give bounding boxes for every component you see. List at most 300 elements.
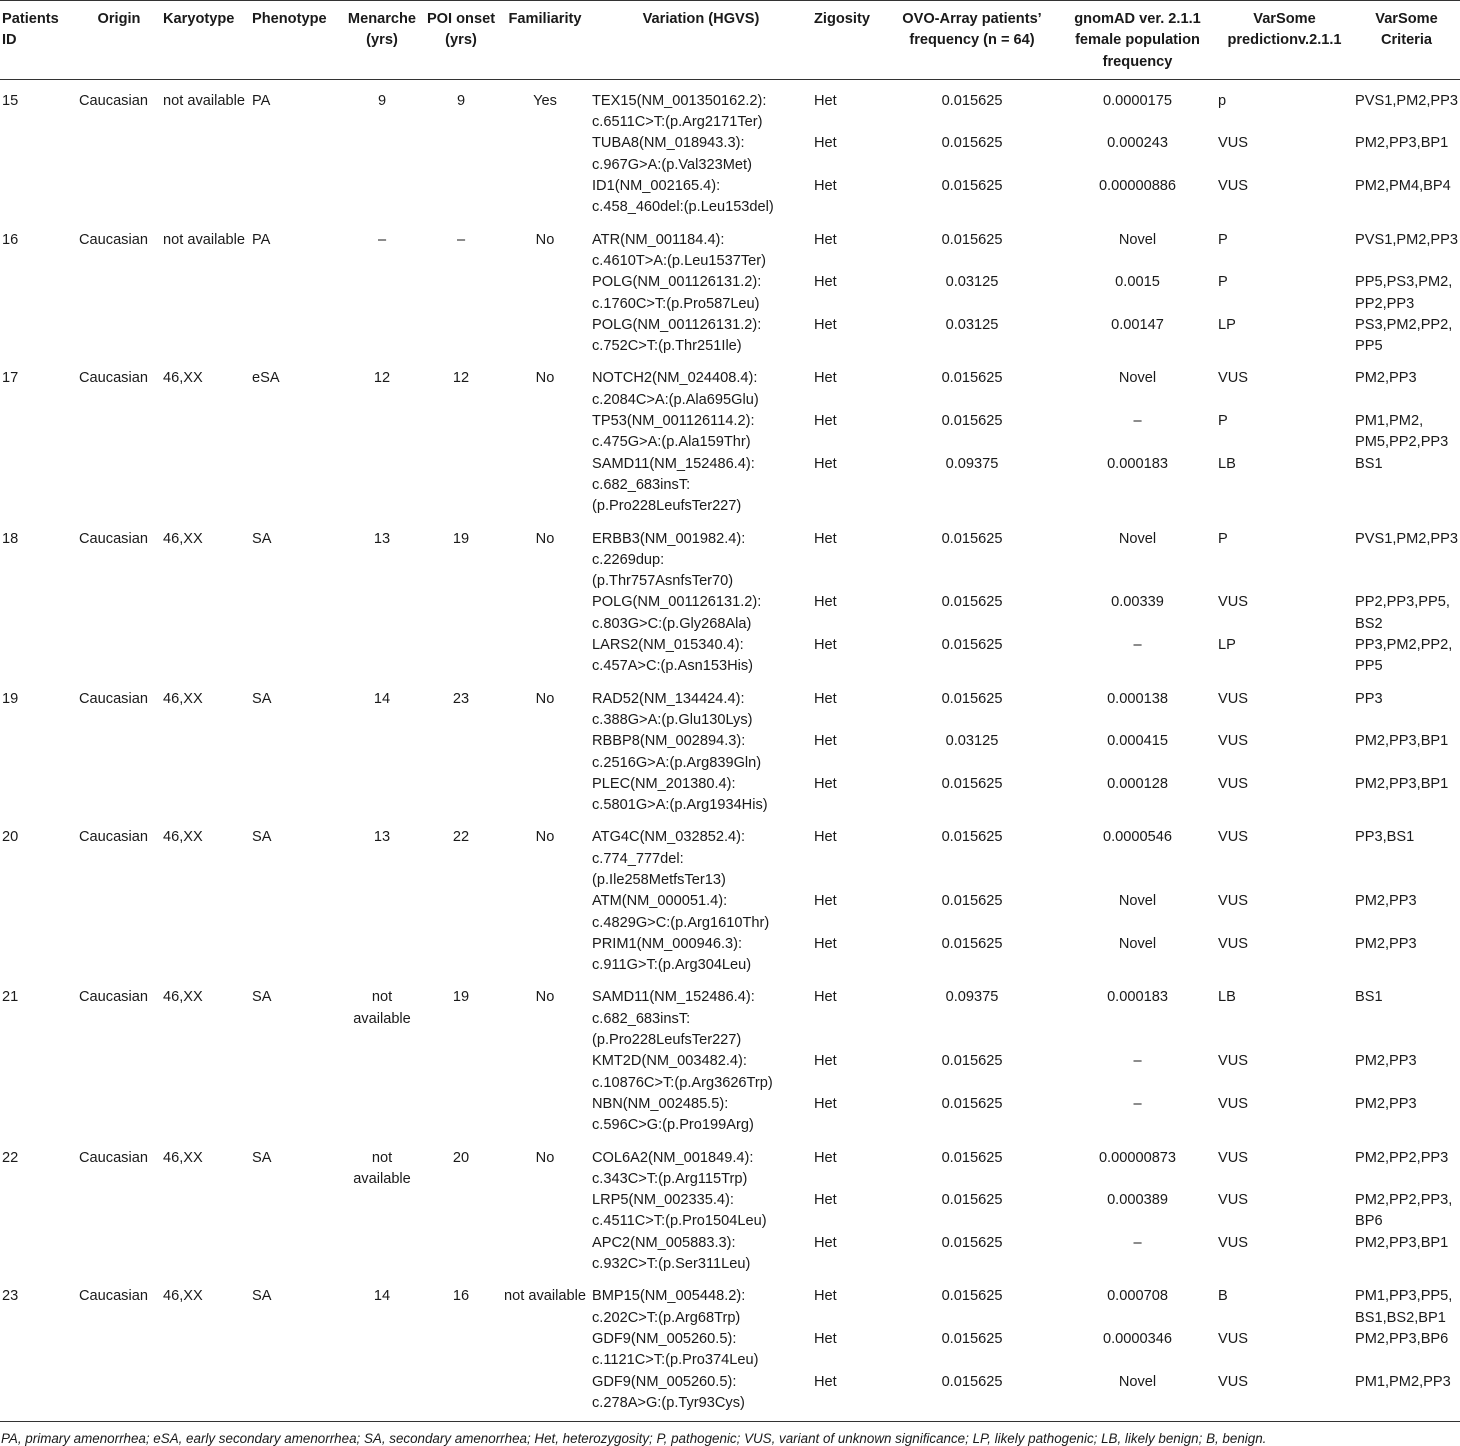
header-familiarity: Familiarity <box>508 11 582 27</box>
zigosity-cell: Het <box>814 989 837 1006</box>
prediction-cell: LB <box>1218 989 1236 1006</box>
variation-cell: NBN(NM_002485.5): c.596C>G:(p.Pro199Arg) <box>592 1095 754 1134</box>
ovo-frequency-cell: 0.015625 <box>941 1373 1003 1390</box>
zigosity-cell: Het <box>814 1149 837 1166</box>
prediction-cell: VUS <box>1218 690 1249 707</box>
empty-cell <box>0 272 77 315</box>
criteria-cell: PP2,PP3,PP5, BS2 <box>1355 594 1450 632</box>
empty-cell <box>250 133 342 176</box>
empty-cell <box>422 133 500 176</box>
table-footnote: PA, primary amenorrhea; eSA, early secondary amenorrhea; SA, secondary amenorrhea; Het, heterozygosity; P, pathogenic; VUS, variant of unknown significance; LP, likely pathogenic; LB, likely benign; B, benign. <box>1 1431 1267 1446</box>
variant-row <box>0 635 1460 678</box>
variant-row <box>0 731 1460 774</box>
phenotype-cell: SA <box>252 829 272 846</box>
criteria-cell: PS3,PM2,PP2, PP5 <box>1355 316 1453 355</box>
zigosity-cell: Het <box>814 178 837 195</box>
gnomad-frequency-cell: 0.0000175 <box>1103 92 1172 109</box>
gnomad-frequency-cell: – <box>1133 413 1142 430</box>
empty-cell <box>77 1051 161 1094</box>
header-menarche: Menarche (yrs) <box>347 11 417 49</box>
ovo-frequency-cell: 0.015625 <box>941 935 1003 952</box>
empty-cell <box>250 1094 342 1137</box>
ovo-frequency-cell: 0.09375 <box>945 455 999 472</box>
empty-cell <box>500 411 590 454</box>
empty-cell <box>161 1051 250 1094</box>
gnomad-frequency-cell: 0.000708 <box>1107 1288 1168 1305</box>
criteria-cell: PP5,PS3,PM2, PP2,PP3 <box>1355 274 1453 312</box>
patient-row <box>0 816 1460 891</box>
criteria-cell: PM2,PP3,BP1 <box>1355 733 1449 750</box>
empty-cell <box>250 1051 342 1094</box>
familiarity-cell: No <box>535 370 555 387</box>
empty-cell <box>422 1329 500 1372</box>
variant-row <box>0 133 1460 176</box>
variation-cell: ERBB3(NM_001982.4): c.2269dup: (p.Thr757AsnfsTer70) <box>592 530 746 590</box>
variation-cell: GDF9(NM_005260.5): c.278A>G:(p.Tyr93Cys) <box>592 1373 745 1411</box>
empty-cell <box>500 1190 590 1233</box>
prediction-cell: LP <box>1218 316 1236 333</box>
karyotype-cell: 46,XX <box>163 989 203 1006</box>
gnomad-frequency-cell: 0.00000873 <box>1098 1149 1177 1166</box>
variant-row <box>0 411 1460 454</box>
empty-cell <box>250 934 342 977</box>
criteria-cell: PVS1,PM2,PP3 <box>1355 92 1459 109</box>
menarche-cell: not available <box>353 989 411 1027</box>
patient-id: 18 <box>2 530 19 547</box>
prediction-cell: VUS <box>1218 1373 1249 1390</box>
empty-cell <box>0 1233 77 1276</box>
ovo-frequency-cell: 0.015625 <box>941 775 1003 792</box>
empty-cell <box>0 454 77 518</box>
phenotype-cell: PA <box>252 92 271 109</box>
variant-row <box>0 592 1460 635</box>
empty-cell <box>77 454 161 518</box>
empty-cell <box>342 454 422 518</box>
phenotype-cell: SA <box>252 690 272 707</box>
karyotype-cell: not available <box>163 92 245 109</box>
empty-cell <box>500 133 590 176</box>
zigosity-cell: Het <box>814 1095 837 1112</box>
empty-cell <box>250 774 342 817</box>
variation-cell: SAMD11(NM_152486.4): c.682_683insT: (p.Pro228LeufsTer227) <box>592 989 755 1049</box>
empty-cell <box>161 1094 250 1137</box>
prediction-cell: VUS <box>1218 178 1249 195</box>
familiarity-cell: No <box>535 530 555 547</box>
prediction-cell: VUS <box>1218 935 1249 952</box>
ovo-frequency-cell: 0.015625 <box>941 1095 1003 1112</box>
phenotype-cell: SA <box>252 1149 272 1166</box>
empty-cell <box>77 592 161 635</box>
familiarity-cell: No <box>535 829 555 846</box>
ovo-frequency-cell: 0.015625 <box>941 829 1003 846</box>
variation-cell: GDF9(NM_005260.5): c.1121C>T:(p.Pro374Leu) <box>592 1330 759 1369</box>
zigosity-cell: Het <box>814 829 837 846</box>
patient-row <box>0 79 1460 133</box>
empty-cell <box>422 934 500 977</box>
gnomad-frequency-cell: 0.000243 <box>1107 135 1168 152</box>
empty-cell <box>250 411 342 454</box>
karyotype-cell: 46,XX <box>163 829 203 846</box>
empty-cell <box>0 315 77 358</box>
phenotype-cell: eSA <box>252 370 280 387</box>
zigosity-cell: Het <box>814 274 837 291</box>
variation-cell: POLG(NM_001126131.2): c.752C>T:(p.Thr251Ile) <box>592 316 762 355</box>
ovo-frequency-cell: 0.015625 <box>941 1192 1003 1209</box>
prediction-cell: VUS <box>1218 1234 1249 1251</box>
variation-cell: PRIM1(NM_000946.3): c.911G>T:(p.Arg304Leu) <box>592 935 752 974</box>
variation-cell: BMP15(NM_005448.2): c.202C>T:(p.Arg68Trp) <box>592 1288 746 1326</box>
menarche-cell: 9 <box>377 92 387 109</box>
empty-cell <box>161 1233 250 1276</box>
empty-cell <box>342 635 422 678</box>
header-karyotype: Karyotype <box>163 11 235 27</box>
empty-cell <box>161 1372 250 1422</box>
variation-cell: APC2(NM_005883.3): c.932C>T:(p.Ser311Leu) <box>592 1234 751 1273</box>
empty-cell <box>422 891 500 934</box>
empty-cell <box>250 1372 342 1422</box>
gnomad-frequency-cell: 0.00147 <box>1111 316 1164 333</box>
patient-row <box>0 518 1460 593</box>
empty-cell <box>342 774 422 817</box>
ovo-frequency-cell: 0.015625 <box>941 231 1003 248</box>
variation-cell: NOTCH2(NM_024408.4): c.2084C>A:(p.Ala695Glu) <box>592 370 759 408</box>
empty-cell <box>500 1233 590 1276</box>
empty-cell <box>0 774 77 817</box>
variation-cell: RAD52(NM_134424.4): c.388G>A:(p.Glu130Lys) <box>592 690 753 728</box>
empty-cell <box>0 731 77 774</box>
variant-row <box>0 891 1460 934</box>
menarche-cell: 12 <box>373 370 391 387</box>
empty-cell <box>342 315 422 358</box>
empty-cell <box>422 1233 500 1276</box>
criteria-cell: PM2,PP3 <box>1355 935 1417 952</box>
prediction-cell: VUS <box>1218 1192 1249 1209</box>
empty-cell <box>77 731 161 774</box>
ovo-frequency-cell: 0.03125 <box>945 733 999 750</box>
header-variation: Variation (HGVS) <box>642 11 760 27</box>
zigosity-cell: Het <box>814 1288 837 1305</box>
gnomad-frequency-cell: Novel <box>1118 1373 1157 1390</box>
poi-onset-cell: 22 <box>452 829 470 846</box>
empty-cell <box>0 411 77 454</box>
gnomad-frequency-cell: 0.000415 <box>1107 733 1168 750</box>
ovo-frequency-cell: 0.015625 <box>941 1330 1003 1347</box>
empty-cell <box>0 176 77 219</box>
ovo-frequency-cell: 0.015625 <box>941 92 1003 109</box>
variant-row <box>0 454 1460 518</box>
ovo-frequency-cell: 0.015625 <box>941 178 1003 195</box>
gnomad-frequency-cell: 0.000128 <box>1107 775 1168 792</box>
prediction-cell: P <box>1218 413 1228 430</box>
empty-cell <box>161 272 250 315</box>
variation-cell: COL6A2(NM_001849.4): c.343C>T:(p.Arg115Trp) <box>592 1149 754 1187</box>
patient-id: 22 <box>2 1149 19 1166</box>
variant-row <box>0 1190 1460 1233</box>
criteria-cell: PM2,PP3,BP1 <box>1355 1234 1449 1251</box>
zigosity-cell: Het <box>814 733 837 750</box>
empty-cell <box>250 592 342 635</box>
criteria-cell: PP3 <box>1355 690 1383 707</box>
prediction-cell: VUS <box>1218 1330 1249 1347</box>
empty-cell <box>250 1190 342 1233</box>
variant-row <box>0 934 1460 977</box>
variation-cell: POLG(NM_001126131.2): c.803G>C:(p.Gly268Ala) <box>592 594 762 632</box>
zigosity-cell: Het <box>814 92 837 109</box>
empty-cell <box>500 891 590 934</box>
zigosity-cell: Het <box>814 370 837 387</box>
prediction-cell: LB <box>1218 455 1236 472</box>
empty-cell <box>342 1094 422 1137</box>
empty-cell <box>342 1233 422 1276</box>
table-body <box>0 79 1460 1421</box>
gnomad-frequency-cell: 0.000183 <box>1107 455 1168 472</box>
familiarity-cell: No <box>535 231 555 248</box>
empty-cell <box>342 1329 422 1372</box>
phenotype-cell: SA <box>252 989 272 1006</box>
empty-cell <box>77 635 161 678</box>
variation-cell: PLEC(NM_201380.4): c.5801G>A:(p.Arg1934His) <box>592 775 768 814</box>
variation-cell: ATM(NM_000051.4): c.4829G>C:(p.Arg1610Thr) <box>592 893 770 931</box>
criteria-cell: PM1,PM2,PP3 <box>1355 1373 1451 1390</box>
empty-cell <box>161 592 250 635</box>
empty-cell <box>500 272 590 315</box>
empty-cell <box>422 454 500 518</box>
variation-cell: ATR(NM_001184.4): c.4610T>A:(p.Leu1537Ter) <box>592 231 767 269</box>
phenotype-cell: SA <box>252 530 272 547</box>
empty-cell <box>161 133 250 176</box>
gnomad-frequency-cell: 0.000138 <box>1107 690 1168 707</box>
empty-cell <box>422 592 500 635</box>
empty-cell <box>342 133 422 176</box>
ovo-frequency-cell: 0.03125 <box>945 274 999 291</box>
variant-row <box>0 1372 1460 1422</box>
ovo-frequency-cell: 0.09375 <box>945 989 999 1006</box>
ovo-frequency-cell: 0.015625 <box>941 893 1003 910</box>
prediction-cell: p <box>1218 92 1227 109</box>
empty-cell <box>500 454 590 518</box>
gnomad-frequency-cell: – <box>1133 1095 1142 1112</box>
origin-cell: Caucasian <box>79 829 148 846</box>
gnomad-frequency-cell: Novel <box>1118 530 1157 547</box>
empty-cell <box>422 635 500 678</box>
criteria-cell: PM1,PM2, PM5,PP2,PP3 <box>1355 413 1449 451</box>
gnomad-frequency-cell: 0.0000546 <box>1103 829 1172 846</box>
prediction-cell: VUS <box>1218 1149 1249 1166</box>
empty-cell <box>422 1094 500 1137</box>
karyotype-cell: not available <box>163 231 245 248</box>
table-header <box>0 1 1460 80</box>
gnomad-frequency-cell: 0.0015 <box>1115 274 1160 291</box>
header-gnomad-frequency: gnomAD ver. 2.1.1 female population frequency <box>1074 11 1201 70</box>
patient-id: 17 <box>2 370 19 387</box>
prediction-cell: LP <box>1218 637 1236 654</box>
empty-cell <box>250 176 342 219</box>
empty-cell <box>250 731 342 774</box>
prediction-cell: VUS <box>1218 829 1249 846</box>
variation-cell: SAMD11(NM_152486.4): c.682_683insT: (p.Pro228LeufsTer227) <box>592 455 755 515</box>
empty-cell <box>500 592 590 635</box>
empty-cell <box>250 1233 342 1276</box>
empty-cell <box>342 411 422 454</box>
criteria-cell: PVS1,PM2,PP3 <box>1355 231 1459 248</box>
origin-cell: Caucasian <box>79 690 148 707</box>
criteria-cell: PM2,PP3,BP6 <box>1355 1330 1449 1347</box>
empty-cell <box>161 1190 250 1233</box>
criteria-cell: PP3,BS1 <box>1355 829 1415 846</box>
zigosity-cell: Het <box>814 775 837 792</box>
criteria-cell: PM1,PP3,PP5, BS1,BS2,BP1 <box>1355 1288 1453 1326</box>
origin-cell: Caucasian <box>79 92 148 109</box>
empty-cell <box>161 1329 250 1372</box>
empty-cell <box>161 731 250 774</box>
ovo-frequency-cell: 0.015625 <box>941 370 1003 387</box>
patient-row <box>0 357 1460 411</box>
criteria-cell: PVS1,PM2,PP3 <box>1355 530 1459 547</box>
zigosity-cell: Het <box>814 594 837 611</box>
prediction-cell: P <box>1218 274 1228 291</box>
empty-cell <box>422 315 500 358</box>
empty-cell <box>250 315 342 358</box>
criteria-cell: BS1 <box>1355 455 1383 472</box>
patient-id: 19 <box>2 690 19 707</box>
empty-cell <box>77 891 161 934</box>
empty-cell <box>0 1372 77 1422</box>
zigosity-cell: Het <box>814 1330 837 1347</box>
ovo-frequency-cell: 0.015625 <box>941 1149 1003 1166</box>
empty-cell <box>500 176 590 219</box>
empty-cell <box>500 1051 590 1094</box>
header-varsome-criteria: VarSome Criteria <box>1375 11 1438 49</box>
familiarity-cell: No <box>535 989 555 1006</box>
zigosity-cell: Het <box>814 893 837 910</box>
prediction-cell: B <box>1218 1288 1228 1305</box>
header-phenotype: Phenotype <box>252 11 327 27</box>
variation-cell: ATG4C(NM_032852.4): c.774_777del: (p.Ile258MetfsTer13) <box>592 829 746 888</box>
empty-cell <box>0 934 77 977</box>
variation-cell: TEX15(NM_001350162.2): c.6511C>T:(p.Arg2171Ter) <box>592 92 767 131</box>
header-poi-onset: POI onset (yrs) <box>426 11 496 49</box>
empty-cell <box>0 635 77 678</box>
variation-cell: LARS2(NM_015340.4): c.457A>C:(p.Asn153His) <box>592 637 754 675</box>
patient-id: 23 <box>2 1288 19 1305</box>
criteria-cell: PM2,PP3 <box>1355 370 1417 387</box>
poi-onset-cell: 16 <box>452 1288 470 1305</box>
zigosity-cell: Het <box>814 637 837 654</box>
origin-cell: Caucasian <box>79 370 148 387</box>
menarche-cell: – <box>377 231 387 248</box>
empty-cell <box>342 592 422 635</box>
gnomad-frequency-cell: Novel <box>1118 231 1157 248</box>
empty-cell <box>161 774 250 817</box>
empty-cell <box>422 1190 500 1233</box>
karyotype-cell: 46,XX <box>163 1149 203 1166</box>
criteria-cell: BS1 <box>1355 989 1383 1006</box>
empty-cell <box>250 635 342 678</box>
patient-id: 21 <box>2 989 19 1006</box>
poi-onset-cell: – <box>456 231 466 248</box>
criteria-cell: PM2,PP3,BP1 <box>1355 775 1449 792</box>
empty-cell <box>77 1190 161 1233</box>
empty-cell <box>250 454 342 518</box>
header-row <box>0 1 1460 80</box>
empty-cell <box>500 1329 590 1372</box>
ovo-frequency-cell: 0.015625 <box>941 594 1003 611</box>
gnomad-frequency-cell: – <box>1133 637 1142 654</box>
empty-cell <box>342 1372 422 1422</box>
empty-cell <box>342 891 422 934</box>
ovo-frequency-cell: 0.03125 <box>945 316 999 333</box>
variation-cell: TUBA8(NM_018943.3): c.967G>A:(p.Val323Met) <box>592 135 752 173</box>
empty-cell <box>422 411 500 454</box>
zigosity-cell: Het <box>814 690 837 707</box>
empty-cell <box>161 176 250 219</box>
variant-row <box>0 1094 1460 1137</box>
patient-row <box>0 976 1460 1051</box>
empty-cell <box>77 774 161 817</box>
prediction-cell: P <box>1218 231 1228 248</box>
empty-cell <box>0 592 77 635</box>
karyotype-cell: 46,XX <box>163 530 203 547</box>
empty-cell <box>342 1190 422 1233</box>
empty-cell <box>0 133 77 176</box>
empty-cell <box>500 635 590 678</box>
gnomad-frequency-cell: Novel <box>1118 935 1157 952</box>
variation-cell: POLG(NM_001126131.2): c.1760C>T:(p.Pro587Leu) <box>592 274 762 312</box>
empty-cell <box>422 731 500 774</box>
gnomad-frequency-cell: – <box>1133 1053 1142 1070</box>
criteria-cell: PM2,PP2,PP3, BP6 <box>1355 1192 1453 1230</box>
header-varsome-prediction: VarSome predictionv.2.1.1 <box>1227 11 1342 49</box>
gnomad-frequency-cell: – <box>1133 1234 1142 1251</box>
empty-cell <box>161 454 250 518</box>
empty-cell <box>0 1329 77 1372</box>
prediction-cell: VUS <box>1218 370 1249 387</box>
empty-cell <box>161 411 250 454</box>
ovo-frequency-cell: 0.015625 <box>941 530 1003 547</box>
patient-id: 20 <box>2 829 19 846</box>
ovo-frequency-cell: 0.015625 <box>941 1288 1003 1305</box>
patient-row <box>0 1275 1460 1329</box>
prediction-cell: VUS <box>1218 893 1249 910</box>
karyotype-cell: 46,XX <box>163 1288 203 1305</box>
gnomad-frequency-cell: Novel <box>1118 893 1157 910</box>
criteria-cell: PP3,PM2,PP2, PP5 <box>1355 637 1453 675</box>
empty-cell <box>500 1094 590 1137</box>
variant-row <box>0 1051 1460 1094</box>
prediction-cell: VUS <box>1218 733 1249 750</box>
poi-onset-cell: 20 <box>452 1149 470 1166</box>
zigosity-cell: Het <box>814 1192 837 1209</box>
empty-cell <box>77 1329 161 1372</box>
empty-cell <box>77 133 161 176</box>
empty-cell <box>500 774 590 817</box>
poi-onset-cell: 12 <box>452 370 470 387</box>
empty-cell <box>161 315 250 358</box>
empty-cell <box>342 176 422 219</box>
zigosity-cell: Het <box>814 1053 837 1070</box>
zigosity-cell: Het <box>814 413 837 430</box>
gnomad-frequency-cell: 0.00000886 <box>1098 178 1177 195</box>
empty-cell <box>0 891 77 934</box>
criteria-cell: PM2,PP3 <box>1355 1053 1417 1070</box>
prediction-cell: VUS <box>1218 1053 1249 1070</box>
empty-cell <box>161 934 250 977</box>
empty-cell <box>500 1372 590 1422</box>
empty-cell <box>77 934 161 977</box>
empty-cell <box>342 731 422 774</box>
ovo-frequency-cell: 0.015625 <box>941 637 1003 654</box>
zigosity-cell: Het <box>814 1234 837 1251</box>
